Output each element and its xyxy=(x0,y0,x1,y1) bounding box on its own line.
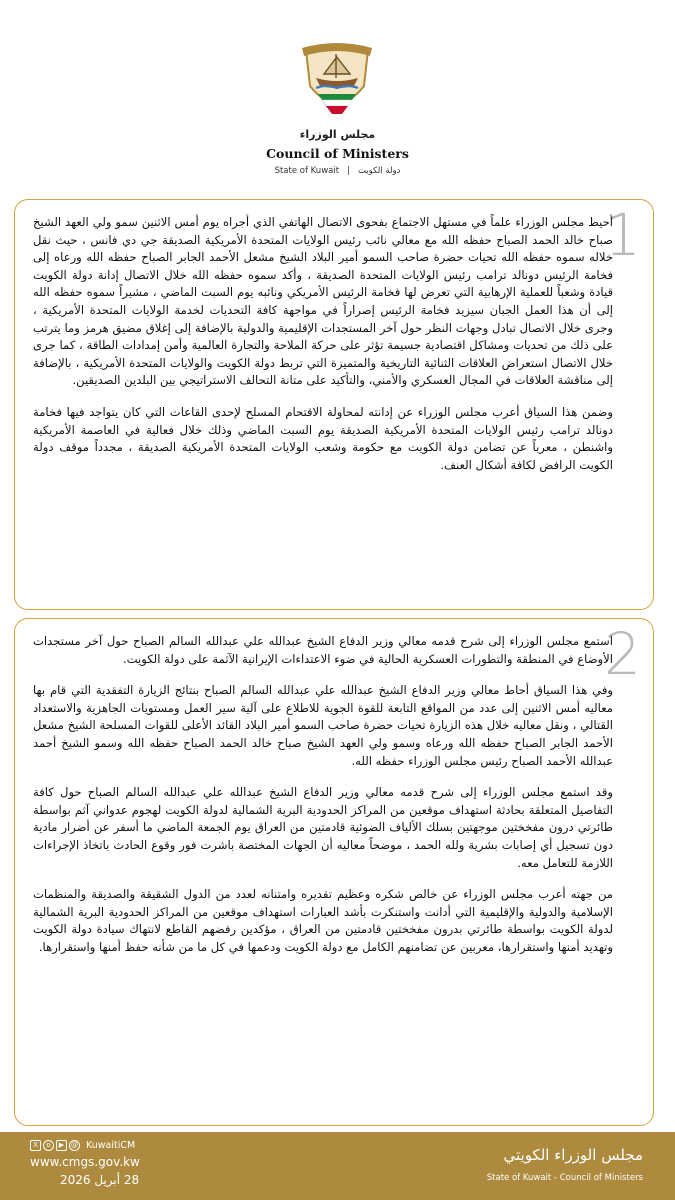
header-sub-english: State of Kuwait xyxy=(274,166,340,176)
footer-english-name: State of Kuwait - Council of Ministers xyxy=(486,1173,643,1183)
social-icons xyxy=(30,1140,135,1151)
section-content xyxy=(33,633,613,971)
section-box-2 xyxy=(14,618,654,1126)
publish-date: 28 أبريل 2026 xyxy=(60,1173,140,1187)
x-icon[interactable]: X xyxy=(30,1140,41,1151)
section-number: 1 xyxy=(604,201,641,269)
section-paragraph: من جهته أعرب مجلس الوزراء عن خالص شكره وعظيم تقديره وامتنانه لعدد من الدول الشقيقة والصديقة والمنظمات الإسلامية والدولية والإقليمية التي أدانت واستنكرت بأشد العبارات استهداف موقعين من المراكز الحدودية البرية الشمالية لدولة الكويت بواسطة طائرتي بدرون مفخختين قادمتين من العراق ، مؤكدين رفضهم القاطع لانتهاك سيادة دولة الكويت وتهديد أمنها واستقرارها، معربين عن تضامنهم الكامل مع دولة الكويت ودعمها في كل ما من شأنه حفظ أمنها واستقرارها. xyxy=(33,887,613,954)
social-handle[interactable]: KuwaitiCM xyxy=(86,1140,136,1151)
footer-arabic-name: مجلس الوزراء الكويتي xyxy=(503,1146,643,1164)
section-content xyxy=(33,214,613,488)
header-sub-separator: | xyxy=(347,166,350,176)
header-english-title: Council of Ministers xyxy=(266,146,409,161)
threads-icon[interactable]: @ xyxy=(71,1141,78,1149)
instagram-icon[interactable]: o xyxy=(43,1140,54,1151)
section-paragraph: وقد استمع مجلس الوزراء إلى شرح قدمه معالي وزير الدفاع الشيخ عبدالله علي عبدالله السالم الصباح حول كافة التفاصيل المتعلقة بحادثة استهداف موقعين من المراكز الحدودية البرية الشمالية لدولة الكويت لهجوم عدواني آثم بواسطة طائرتي درون مفخختين موجهتين بسلك الألياف الضوئية قادمتين من العراق يوم الجمعة الماضي ما أسفر عن أضرار مادية دون تسجيل أي إصابات بشرية ولله الحمد ، موضحاً معاليه أن الجهات المختصة باشرت فور وقوع الحادث باتخاذ الإجراءات اللازمة للتعامل معه. xyxy=(33,785,613,870)
header-arabic-title: مجلس الوزراء xyxy=(299,128,376,141)
section-paragraph: وفي هذا السياق أحاط معالي وزير الدفاع الشيخ عبدالله علي عبدالله السالم الصباح بنتائج الزيارة التفقدية التي قام بها معاليه أمس الاثنين إلى عدد من المواقع التابعة للقوة الجوية للاطلاع على آلية سير العمل ومستويات الجاهزية والاستعداد القتالي ، ونقل معاليه خلال هذه الزيارة تحيات حضرة صاحب السمو أمير البلاد القائد الأعلى للقوات المسلحة الشيخ مشعل الأحمد الجابر الصباح حفظه الله ورعاه وسمو ولي العهد الشيخ صباح خالد الحمد الصباح حفظه الله وسمو الشيخ أحمد عبدالله الأحمد الصباح رئيس مجلس الوزراء حفظه الله. xyxy=(33,683,613,768)
header-sub-arabic: دولة الكويت xyxy=(357,166,401,176)
kuwait-emblem-icon xyxy=(296,40,378,124)
section-paragraph: وضمن هذا السياق أعرب مجلس الوزراء عن إدانته لمحاولة الاقتحام المسلح لإحدى القاعات التي كان يتواجد فيها فخامة دونالد ترامب رئيس الولايات المتحدة الأمريكية الصديقة يوم السبت الماضي وذلك خلال فعالية في العاصمة الأمريكية واشنطن ، معرباً عن تضامن دولة الكويت مع حكومة وشعب الولايات المتحدة الأمريكية الصديقة ، مجدداً موقف دولة الكويت الرافض لكافة أشكال العنف. xyxy=(33,404,613,472)
page-header xyxy=(0,0,675,200)
youtube-icon[interactable]: ▶ xyxy=(56,1140,67,1151)
section-box-1 xyxy=(14,199,654,610)
section-paragraph: استمع مجلس الوزراء إلى شرح قدمه معالي وزير الدفاع الشيخ عبدالله علي عبدالله السالم الصباح حول آخر مستجدات الأوضاع في المنطقة والتطورات العسكرية الحالية في ضوء الاعتداءات الإيرانية الآثمة على دولة الكويت. xyxy=(33,634,613,666)
section-paragraph: أحيط مجلس الوزراء علماً في مستهل الاجتماع بفحوى الاتصال الهاتفي الذي أجراه يوم أمس الاثنين سمو ولي العهد الشيخ صباح خالد الحمد الصباح حفظه الله مع معالي نائب رئيس الولايات المتحدة الأمريكية الصديقة جي دي فانس ، حيث نقل خلاله سموه حفظه الله تحيات حضرة صاحب السمو أمير البلاد الشيخ مشعل الأحمد الجابر الصباح حفظه الله ورعاه إلى فخامة الرئيس دونالد ترامب رئيس الولايات المتحدة الصديقة ، وأكد سموه حفظه الله خلال الاتصال إدانة دولة الكويت قيادة وشعباً للعملية الإرهابية التي تعرض لها فخامة الرئيس الأمريكي ونائبه يوم السبت الماضي ، مشيراً سموه حفظه الله إلى أن هذا العمل الجبان سيزيد فخامة الرئيس إصراراً في مواجهة كافة التحديات لخدمة الولايات المتحدة الأمريكية ، وجرى خلال الاتصال تبادل وجهات النظر حول آخر المستجدات الإقليمية والدولية بالإضافة إلى إغلاق مضيق هرمز وما يترتب على ذلك من تحديات ومشاكل اقتصادية جسيمة تؤثر على حركة الملاحة والتجارة العالمية وأمن إمدادات الطاقة ، كما جرى خلال الاتصال استعراض العلاقات الثنائية التاريخية والمتميزة التي تربط دولة الكويت والولايات المتحدة الأمريكية ، بالإضافة إلى مناقشة العلاقات في المجال العسكري والأمني، والتأكيد على متانة التحالف الاستراتيجي بين البلدين الصديقين. xyxy=(33,215,613,388)
page-footer xyxy=(0,1132,675,1200)
website-link[interactable]: www.cmgs.gov.kw xyxy=(30,1155,140,1169)
section-number: 2 xyxy=(604,620,641,688)
header-subtitle xyxy=(0,166,675,176)
